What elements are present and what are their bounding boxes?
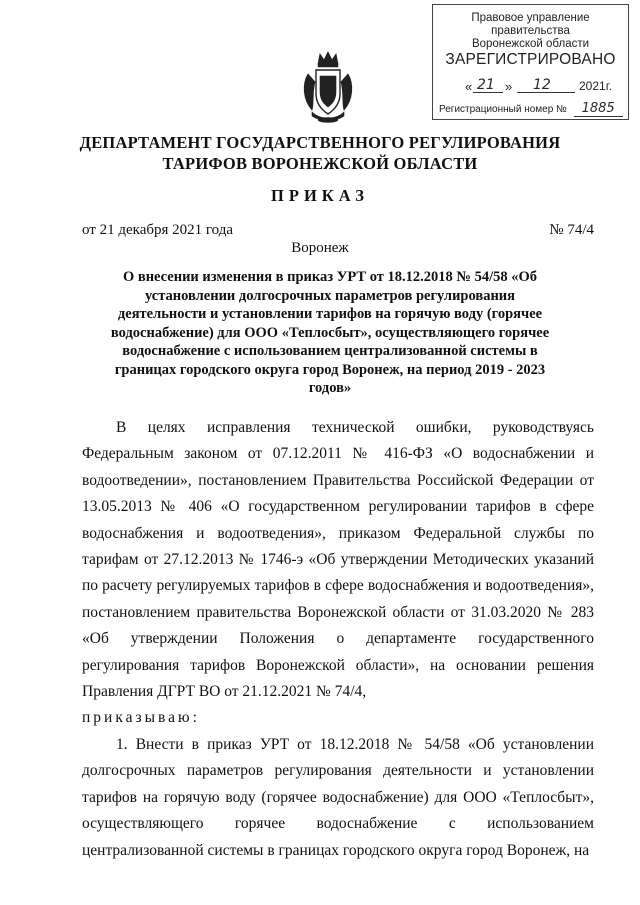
stamp-header	[433, 12, 628, 51]
document-body	[82, 415, 594, 864]
stamp-date-month: 12	[533, 77, 551, 93]
order-word: приказываю:	[82, 709, 200, 727]
stamp-registered: ЗАРЕГИСТРИРОВАНО	[445, 51, 616, 68]
department-title	[0, 132, 640, 174]
department-line-1: ДЕПАРТАМЕНТ ГОСУДАРСТВЕННОГО РЕГУЛИРОВАНИЯ	[79, 133, 561, 152]
department-line-2: ТАРИФОВ ВОРОНЕЖСКОЙ ОБЛАСТИ	[162, 154, 478, 173]
date-number-line	[82, 222, 594, 239]
document-date: от 21 декабря 2021 года	[82, 222, 234, 238]
stamp-date-open-quote: «	[465, 79, 473, 94]
stamp-reg-label: Регистрационный номер №	[439, 104, 567, 115]
stamp-date	[447, 77, 619, 95]
stamp-registration-number	[439, 101, 623, 116]
preamble-paragraph: В целях исправления технической ошибки, руководствуясь Федеральным законом от 07.12.2011 № 416-ФЗ «О водоснабжении и водоотведении», постановлением Правительства Российской Федерации от 13.05.2013 № 406 «О государственном регулировании тарифов в сфере водоснабжения и водоотведения», приказом Федеральной службы по тарифам от 27.12.2013 № 1746-э «Об утверждении Методических указаний по расчету регулируемых тарифов в сфере водоснабжения и водоотведения», постановлением правительства Воронежской области от 31.03.2020 № 283 «Об утверждении Положения о департаменте государственного регулирования тарифов Воронежской области», на основании решения Правления ДГРТ ВО от 21.12.2021 № 74/4,	[82, 419, 594, 701]
coat-of-arms-icon	[300, 50, 356, 124]
stamp-date-year: 2021г.	[579, 79, 612, 93]
stamp-date-close-quote: »	[505, 79, 513, 94]
document-city: Воронеж	[291, 240, 349, 256]
stamp-date-day: 21	[477, 77, 495, 93]
stamp-line-2: Воронежской области	[471, 38, 590, 50]
document-number: № 74/4	[549, 222, 594, 238]
document-type: ПРИКАЗ	[271, 186, 369, 205]
stamp-reg-number: 1885	[574, 101, 623, 117]
stamp-line-1: Правовое управление правительства	[471, 12, 590, 37]
registration-stamp	[432, 4, 629, 120]
item-1-paragraph: 1. Внести в приказ УРТ от 18.12.2018 № 54/58 «Об установлении долгосрочных параметров регулирования деятельности и установлении тарифов на горячую воду (горячее водоснабжение) для ООО «Теплосбыт», осуществляющего горячее водоснабжение с использованием централизованной системы в границах городского округа город Воронеж, на	[82, 735, 594, 859]
document-title: О внесении изменения в приказ УРТ от 18.12.2018 № 54/58 «Об установлении долгосрочных параметров регулирования деятельности и установлении тарифов на горячую воду (горячее водоснабжение) для ООО «Теплосбыт», осуществляющего горячее водоснабжение с использованием централизованной системы в границах городского округа город Воронеж, на период 2019 - 2023 годов»	[110, 269, 550, 396]
